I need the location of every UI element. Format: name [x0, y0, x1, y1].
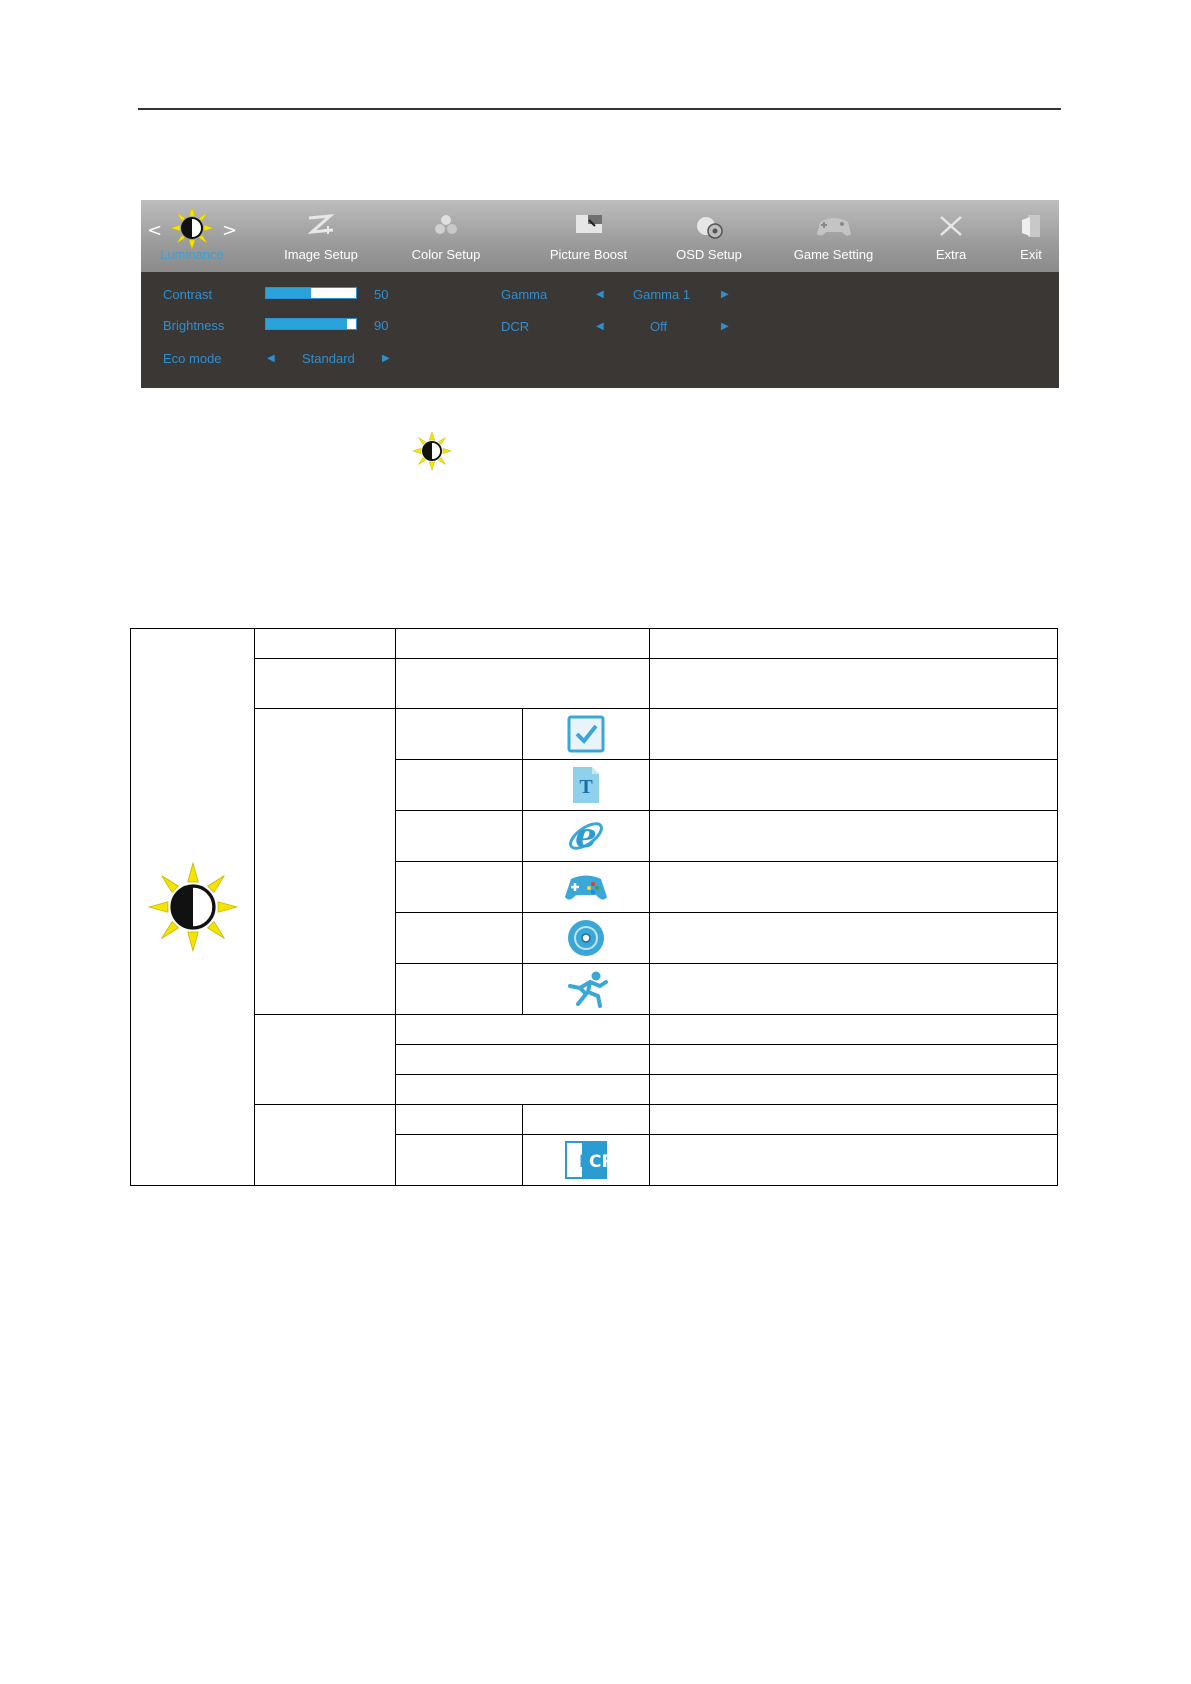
gamma-label: Gamma	[501, 287, 548, 302]
eco-mode-label: Eco mode	[163, 351, 222, 366]
osd-menu-screenshot	[141, 200, 1059, 388]
table-cell	[650, 1075, 1058, 1105]
tab-osd-setup[interactable]	[659, 200, 759, 272]
table-cell	[131, 629, 255, 1186]
gamepad-icon	[523, 869, 649, 905]
table-cell	[396, 1075, 650, 1105]
movie-disc-icon	[523, 918, 649, 958]
table-cell	[396, 760, 523, 811]
table-cell	[255, 659, 396, 709]
table-cell	[523, 862, 650, 913]
table-cell	[255, 629, 396, 659]
tab-label: Luminance	[160, 247, 224, 262]
eco-mode-value: Standard	[302, 351, 355, 366]
tab-image-setup[interactable]	[271, 200, 371, 272]
table-cell	[396, 1015, 650, 1045]
table-cell	[396, 811, 523, 862]
chevron-left-icon[interactable]: <	[147, 220, 163, 241]
table-cell	[650, 964, 1058, 1015]
dcr-icon	[523, 1141, 649, 1179]
table-cell	[255, 1105, 396, 1186]
table-cell	[650, 709, 1058, 760]
table-cell	[650, 760, 1058, 811]
tab-label: Color Setup	[411, 247, 481, 262]
table-cell	[650, 1135, 1058, 1186]
tab-label: Game Setting	[793, 247, 874, 262]
table-cell	[396, 709, 523, 760]
sun-contrast-icon	[412, 431, 452, 476]
svg-text:e: e	[575, 816, 597, 856]
table-cell	[650, 1045, 1058, 1075]
text-document-icon	[523, 765, 649, 805]
table-cell	[650, 1105, 1058, 1135]
tab-label: Exit	[1020, 247, 1042, 262]
arrow-right-icon[interactable]: ▶	[721, 321, 729, 332]
arrow-left-icon[interactable]: ◀	[267, 353, 275, 364]
osd-setup-icon	[693, 214, 725, 245]
table-cell	[396, 964, 523, 1015]
brightness-label: Brightness	[163, 318, 225, 333]
table-cell	[255, 709, 396, 1015]
table-cell	[523, 709, 650, 760]
arrow-right-icon[interactable]: ▶	[721, 289, 729, 300]
standard-check-icon	[523, 714, 649, 754]
table-row	[131, 709, 1058, 760]
table-cell	[650, 629, 1058, 659]
table-cell	[650, 913, 1058, 964]
dcr-label: DCR	[501, 319, 530, 334]
table-cell	[396, 862, 523, 913]
svg-text:T: T	[579, 776, 593, 798]
table-cell	[650, 659, 1058, 709]
picture-boost-icon	[575, 214, 603, 239]
tab-label: Extra	[935, 247, 967, 262]
tab-exit[interactable]	[1001, 200, 1061, 272]
luminance-spec-table	[130, 628, 1058, 1186]
contrast-slider[interactable]	[265, 287, 357, 299]
internet-explorer-icon	[523, 815, 649, 857]
tab-luminance[interactable]	[155, 200, 229, 272]
brightness-slider[interactable]	[265, 318, 357, 330]
table-cell	[255, 1015, 396, 1105]
arrow-left-icon[interactable]: ◀	[596, 321, 604, 332]
tools-icon	[938, 214, 964, 243]
table-cell	[396, 1105, 523, 1135]
exit-icon	[1020, 214, 1042, 243]
tab-label: Picture Boost	[549, 247, 628, 262]
chevron-right-icon[interactable]: >	[222, 220, 238, 241]
table-cell	[523, 964, 650, 1015]
tab-picture-boost[interactable]	[526, 200, 651, 272]
arrow-left-icon[interactable]: ◀	[596, 289, 604, 300]
table-row	[131, 1105, 1058, 1135]
table-cell	[523, 760, 650, 811]
table-cell	[650, 1015, 1058, 1045]
table-cell	[396, 629, 650, 659]
tab-label: Image Setup	[284, 247, 358, 262]
sun-contrast-icon	[131, 861, 254, 953]
table-cell	[523, 913, 650, 964]
table-cell	[396, 913, 523, 964]
table-row	[131, 1015, 1058, 1045]
table-row	[131, 629, 1058, 659]
table-row	[131, 659, 1058, 709]
table-cell	[396, 1135, 523, 1186]
tab-game-setting[interactable]	[771, 200, 896, 272]
svg-text:CR: CR	[589, 1152, 615, 1172]
tab-extra[interactable]	[911, 200, 991, 272]
table-cell	[650, 862, 1058, 913]
image-setup-icon	[306, 214, 336, 241]
gamepad-icon	[814, 214, 854, 243]
gamma-value: Gamma 1	[633, 287, 691, 302]
color-setup-icon	[433, 214, 459, 241]
arrow-right-icon[interactable]: ▶	[382, 353, 390, 364]
brightness-value: 90	[374, 318, 389, 333]
table-cell	[523, 1135, 650, 1186]
table-cell	[396, 1045, 650, 1075]
contrast-slider-fill	[266, 288, 311, 298]
osd-tab-bar	[141, 200, 1059, 272]
table-cell	[523, 811, 650, 862]
header-rule	[138, 108, 1061, 110]
dcr-value: Off	[650, 319, 668, 334]
sports-runner-icon	[523, 970, 649, 1008]
svg-text:D: D	[578, 1152, 594, 1172]
tab-color-setup[interactable]	[396, 200, 496, 272]
table-cell	[650, 811, 1058, 862]
tab-label: OSD Setup	[676, 247, 742, 262]
table-cell	[396, 659, 650, 709]
table-cell	[523, 1105, 650, 1135]
contrast-label: Contrast	[163, 287, 213, 302]
brightness-slider-fill	[266, 319, 347, 329]
contrast-value: 50	[374, 287, 389, 302]
